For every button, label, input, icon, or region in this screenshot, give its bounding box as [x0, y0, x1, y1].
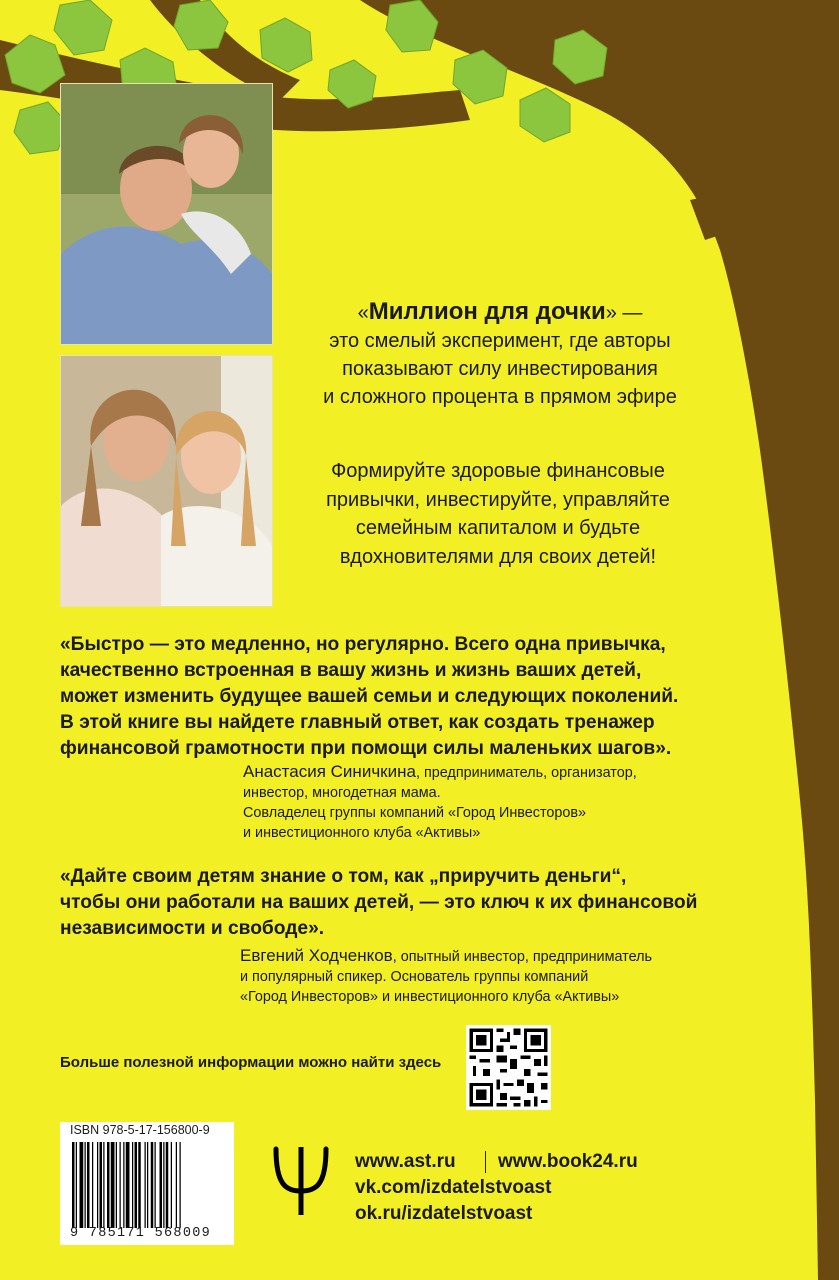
attr-line: и популярный спикер. Основатель группы компаний — [240, 969, 589, 985]
cta-line: Формируйте здоровые финансовые — [331, 460, 665, 482]
attr-line: , опытный инвестор, предприниматель — [392, 949, 653, 965]
quote-line: независимости и свободе». — [60, 918, 325, 939]
attr-line: Совладелец группы компаний «Город Инвесторов» — [243, 805, 587, 821]
title-close: » — — [605, 302, 643, 324]
intro-line: показывают силу инвестирования — [342, 358, 658, 380]
cta-line: привычки, инвестируйте, управляйте — [326, 488, 670, 511]
link-book24[interactable]: www.book24.ru — [485, 1151, 638, 1173]
book-title: Миллион для дочки — [368, 298, 606, 325]
attr-line: , предприниматель, организатор, — [415, 765, 637, 781]
link-ok[interactable]: ok.ru/izdatelstvoast — [355, 1203, 533, 1224]
quote-line: В этой книге вы найдете главный ответ, как создать тренажер — [60, 712, 655, 733]
quote-line: «Быстро — это медленно, но регулярно. Всего одна привычка, — [60, 634, 666, 655]
barcode-digits: 9 785171 568009 — [70, 1226, 212, 1241]
photo-father-daughter — [60, 83, 273, 345]
attr-line: «Город Инвесторов» и инвестиционного клуба «Активы» — [240, 989, 620, 1005]
attribution-sinichkina — [243, 762, 637, 843]
attribution-khodchenkov — [240, 946, 652, 1007]
qr-code-icon[interactable] — [466, 1025, 551, 1110]
author-name: Анастасия Синичкина — [243, 762, 416, 781]
isbn-text: ISBN 978-5-17-156800-9 — [70, 1123, 210, 1137]
title-open: « — [357, 302, 369, 324]
cta-block — [278, 457, 718, 571]
quote-line: может изменить будущее вашей семьи и следующих поколений. — [60, 686, 679, 707]
quote-khodchenkov — [60, 864, 740, 942]
photo-mother-daughter — [60, 355, 273, 607]
psi-logo-icon — [272, 1145, 330, 1222]
quote-line: «Дайте своим детям знание о том, как „приручить деньги“, — [60, 866, 627, 887]
quote-line: чтобы они работали на ваших детей, — это ключ к их финансовой — [60, 892, 698, 913]
more-info-text: Больше полезной информации можно найти здесь — [60, 1054, 442, 1071]
quote-line: финансовой грамотности при помощи силы маленьких шагов». — [60, 738, 672, 759]
intro-block — [290, 298, 710, 411]
attr-line: инвестор, многодетная мама. — [243, 785, 441, 801]
attr-line: и инвестиционного клуба «Активы» — [243, 825, 481, 841]
quote-sinichkina — [60, 632, 740, 762]
cta-line: вдохновителями для своих детей! — [339, 545, 657, 568]
link-vk[interactable]: vk.com/izdatelstvoast — [355, 1177, 552, 1198]
link-ast[interactable]: www.ast.ru — [355, 1151, 456, 1172]
cta-line: семейным капиталом и будьте — [355, 517, 641, 539]
intro-line: и сложного процента в прямом эфире — [323, 386, 677, 408]
quote-line: качественно встроенная в вашу жизнь и жизнь ваших детей, — [60, 660, 642, 681]
intro-line: это смелый эксперимент, где авторы — [329, 330, 671, 352]
author-name: Евгений Ходченков — [240, 946, 393, 965]
